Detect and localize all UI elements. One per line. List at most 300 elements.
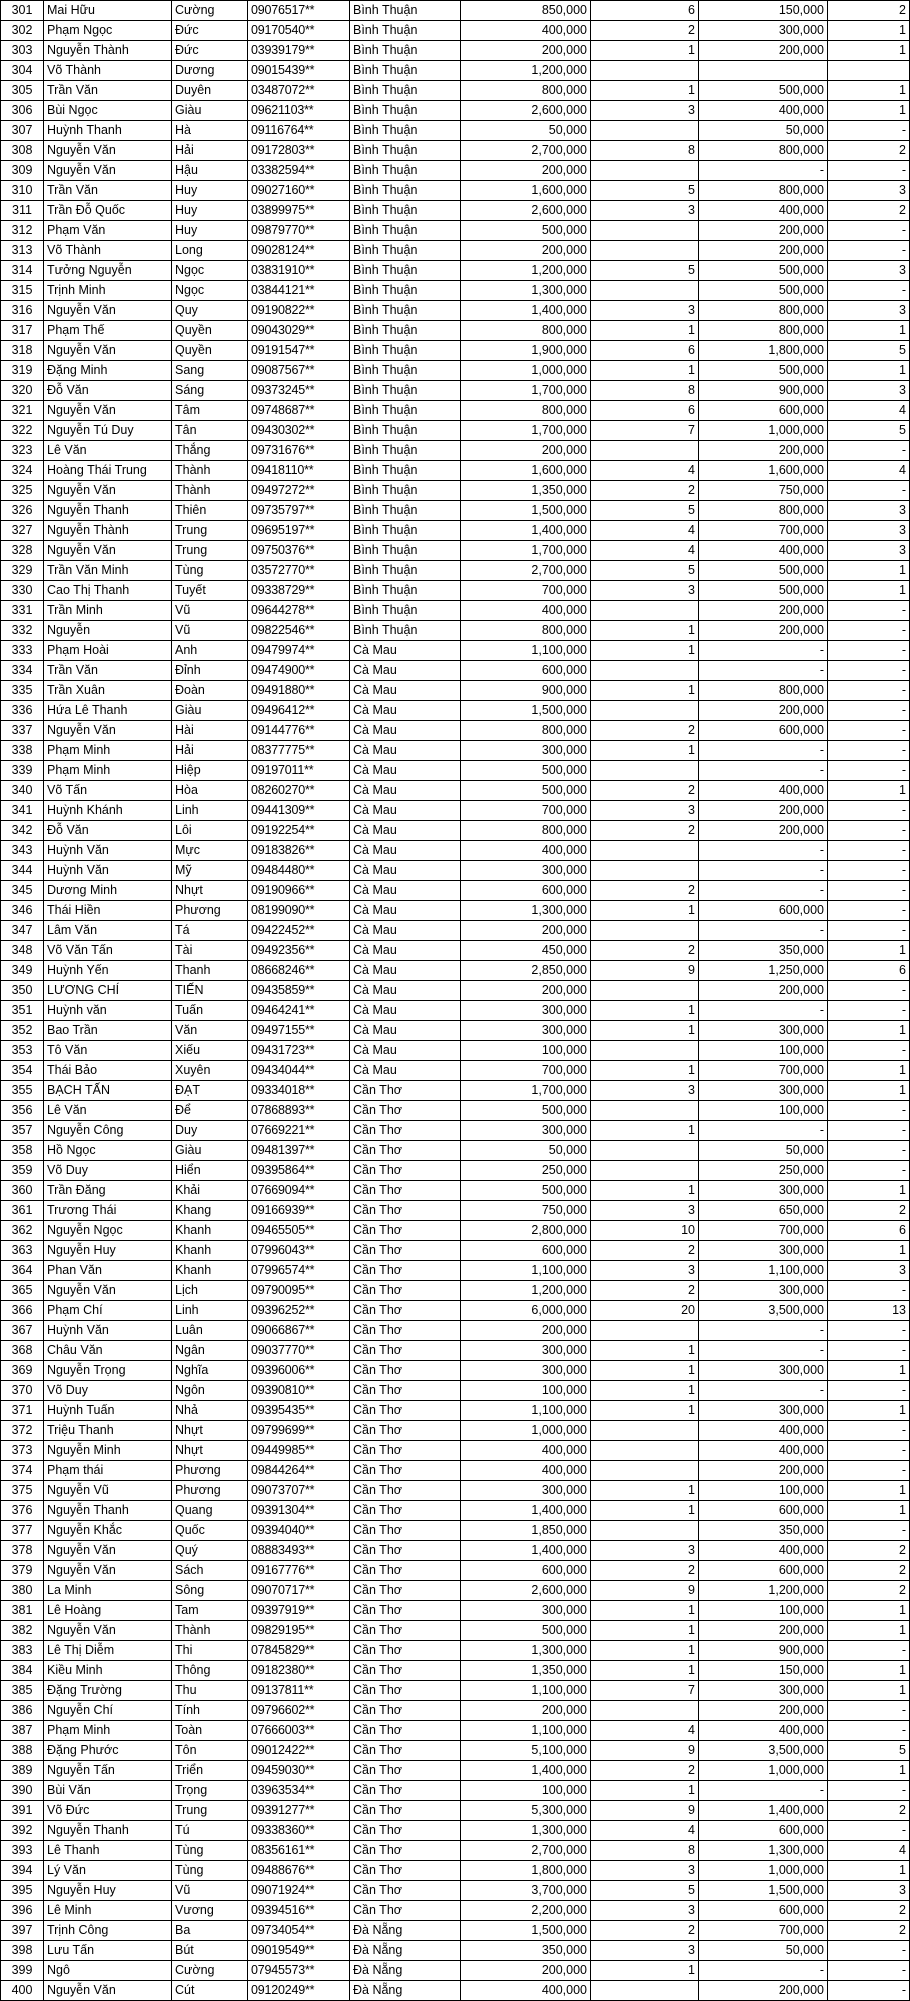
cell-phone: 09431723**: [248, 1041, 350, 1061]
cell-amount: 1,600,000: [461, 181, 591, 201]
table-row: [1, 821, 910, 841]
cell-province: Cà Mau: [350, 841, 461, 861]
cell-first-name: Nhả: [172, 1401, 248, 1421]
cell-count: 2: [591, 1761, 699, 1781]
cell-secondary-amount: 500,000: [699, 561, 828, 581]
cell-phone: 03963534**: [248, 1781, 350, 1801]
cell-secondary-amount: -: [699, 881, 828, 901]
cell-first-name: Tùng: [172, 561, 248, 581]
cell-amount: 800,000: [461, 321, 591, 341]
cell-secondary-amount: 200,000: [699, 1981, 828, 2001]
cell-amount: 200,000: [461, 1321, 591, 1341]
table-row: [1, 1381, 910, 1401]
cell-count: 3: [591, 801, 699, 821]
table-row: [1, 1161, 910, 1181]
cell-row-number: 343: [1, 841, 44, 861]
cell-count: [591, 1461, 699, 1481]
cell-amount: 1,350,000: [461, 481, 591, 501]
cell-secondary-count: 1: [828, 581, 910, 601]
cell-first-name: Vương: [172, 1901, 248, 1921]
table-row: [1, 1481, 910, 1501]
cell-last-middle-name: Huỳnh Tuấn: [44, 1401, 172, 1421]
cell-row-number: 398: [1, 1941, 44, 1961]
cell-secondary-amount: 700,000: [699, 1061, 828, 1081]
cell-amount: 400,000: [461, 841, 591, 861]
cell-row-number: 341: [1, 801, 44, 821]
cell-amount: 200,000: [461, 1961, 591, 1981]
cell-phone: 09479974**: [248, 641, 350, 661]
cell-last-middle-name: Võ Thành: [44, 241, 172, 261]
cell-row-number: 356: [1, 1101, 44, 1121]
cell-phone: 09170540**: [248, 21, 350, 41]
cell-last-middle-name: Lê Thanh: [44, 1841, 172, 1861]
table-row: [1, 1261, 910, 1281]
cell-secondary-amount: [699, 61, 828, 81]
table-row: [1, 1, 910, 21]
cell-first-name: Quy: [172, 301, 248, 321]
cell-secondary-amount: 400,000: [699, 1421, 828, 1441]
cell-secondary-amount: 200,000: [699, 1461, 828, 1481]
cell-province: Cần Thơ: [350, 1161, 461, 1181]
cell-count: 2: [591, 21, 699, 41]
cell-amount: 1,100,000: [461, 1681, 591, 1701]
cell-secondary-count: -: [828, 1161, 910, 1181]
cell-province: Cần Thơ: [350, 1681, 461, 1701]
cell-province: Bình Thuận: [350, 201, 461, 221]
cell-row-number: 393: [1, 1841, 44, 1861]
table-row: [1, 1721, 910, 1741]
cell-secondary-count: 1: [828, 1861, 910, 1881]
cell-first-name: Quyền: [172, 321, 248, 341]
cell-secondary-count: 1: [828, 1061, 910, 1081]
cell-secondary-amount: 600,000: [699, 1821, 828, 1841]
table-row: [1, 581, 910, 601]
cell-province: Bình Thuận: [350, 361, 461, 381]
cell-phone: 03844121**: [248, 281, 350, 301]
cell-last-middle-name: Võ Văn Tấn: [44, 941, 172, 961]
cell-secondary-amount: 600,000: [699, 1501, 828, 1521]
cell-last-middle-name: Nguyễn Huy: [44, 1241, 172, 1261]
table-row: [1, 461, 910, 481]
cell-row-number: 382: [1, 1621, 44, 1641]
cell-province: Cà Mau: [350, 1061, 461, 1081]
cell-row-number: 322: [1, 421, 44, 441]
cell-count: 2: [591, 781, 699, 801]
cell-phone: 09644278**: [248, 601, 350, 621]
cell-first-name: Hậu: [172, 161, 248, 181]
cell-count: [591, 981, 699, 1001]
cell-phone: 09120249**: [248, 1981, 350, 2001]
cell-first-name: Hiển: [172, 1161, 248, 1181]
cell-secondary-amount: 300,000: [699, 1081, 828, 1101]
cell-province: Cần Thơ: [350, 1541, 461, 1561]
cell-secondary-count: 3: [828, 1261, 910, 1281]
cell-province: Bình Thuận: [350, 601, 461, 621]
cell-last-middle-name: Phạm Ngọc: [44, 21, 172, 41]
cell-secondary-count: 3: [828, 381, 910, 401]
cell-phone: 09334018**: [248, 1081, 350, 1101]
cell-count: 1: [591, 1361, 699, 1381]
cell-province: Bình Thuận: [350, 541, 461, 561]
cell-amount: 300,000: [461, 1121, 591, 1141]
cell-amount: 1,200,000: [461, 61, 591, 81]
cell-secondary-amount: 300,000: [699, 1401, 828, 1421]
table-row: [1, 361, 910, 381]
cell-secondary-amount: 700,000: [699, 1921, 828, 1941]
cell-first-name: Giàu: [172, 701, 248, 721]
cell-last-middle-name: Nguyễn Văn: [44, 1621, 172, 1641]
cell-row-number: 378: [1, 1541, 44, 1561]
table-row: [1, 1741, 910, 1761]
cell-first-name: Vũ: [172, 621, 248, 641]
cell-row-number: 302: [1, 21, 44, 41]
cell-last-middle-name: La Minh: [44, 1581, 172, 1601]
cell-count: 3: [591, 1201, 699, 1221]
cell-phone: 07669221**: [248, 1121, 350, 1141]
cell-first-name: Thiên: [172, 501, 248, 521]
cell-secondary-amount: 700,000: [699, 521, 828, 541]
cell-phone: 09166939**: [248, 1201, 350, 1221]
cell-last-middle-name: Nguyễn Văn: [44, 1281, 172, 1301]
cell-phone: 09043029**: [248, 321, 350, 341]
cell-secondary-amount: 600,000: [699, 901, 828, 921]
cell-amount: 1,500,000: [461, 1921, 591, 1941]
cell-secondary-amount: 800,000: [699, 681, 828, 701]
cell-province: Bình Thuận: [350, 321, 461, 341]
cell-last-middle-name: Võ Duy: [44, 1381, 172, 1401]
cell-phone: 09488676**: [248, 1861, 350, 1881]
cell-province: Bình Thuận: [350, 461, 461, 481]
table-row: [1, 1781, 910, 1801]
cell-secondary-amount: 300,000: [699, 1181, 828, 1201]
cell-phone: 08668246**: [248, 961, 350, 981]
cell-province: Cần Thơ: [350, 1701, 461, 1721]
cell-last-middle-name: Nguyễn Khắc: [44, 1521, 172, 1541]
cell-secondary-amount: 300,000: [699, 1361, 828, 1381]
cell-last-middle-name: Đặng Phước: [44, 1741, 172, 1761]
table-row: [1, 1041, 910, 1061]
cell-count: 9: [591, 1801, 699, 1821]
cell-last-middle-name: Hứa Lê Thanh: [44, 701, 172, 721]
cell-province: Cà Mau: [350, 881, 461, 901]
cell-amount: 2,800,000: [461, 1221, 591, 1241]
cell-phone: 09829195**: [248, 1621, 350, 1641]
cell-row-number: 340: [1, 781, 44, 801]
cell-province: Cần Thơ: [350, 1221, 461, 1241]
cell-first-name: Khanh: [172, 1261, 248, 1281]
table-row: [1, 1421, 910, 1441]
cell-secondary-amount: 900,000: [699, 381, 828, 401]
cell-province: Cà Mau: [350, 781, 461, 801]
cell-last-middle-name: Ngô: [44, 1961, 172, 1981]
cell-province: Cần Thơ: [350, 1781, 461, 1801]
cell-phone: 09391277**: [248, 1801, 350, 1821]
cell-secondary-count: 3: [828, 1881, 910, 1901]
cell-phone: 09338729**: [248, 581, 350, 601]
cell-amount: 800,000: [461, 81, 591, 101]
cell-row-number: 388: [1, 1741, 44, 1761]
cell-province: Bình Thuận: [350, 381, 461, 401]
cell-last-middle-name: Trần Xuân: [44, 681, 172, 701]
cell-row-number: 376: [1, 1501, 44, 1521]
cell-last-middle-name: Dương Minh: [44, 881, 172, 901]
cell-province: Bình Thuận: [350, 61, 461, 81]
cell-secondary-count: 2: [828, 1561, 910, 1581]
cell-count: 20: [591, 1301, 699, 1321]
cell-count: 4: [591, 1821, 699, 1841]
cell-secondary-amount: 50,000: [699, 1941, 828, 1961]
cell-amount: 1,400,000: [461, 1501, 591, 1521]
cell-secondary-amount: -: [699, 1781, 828, 1801]
cell-secondary-count: 6: [828, 1221, 910, 1241]
table-row: [1, 441, 910, 461]
cell-phone: 09190822**: [248, 301, 350, 321]
cell-count: 2: [591, 881, 699, 901]
cell-phone: 09012422**: [248, 1741, 350, 1761]
cell-secondary-count: -: [828, 801, 910, 821]
cell-amount: 50,000: [461, 121, 591, 141]
cell-count: 8: [591, 381, 699, 401]
cell-count: 1: [591, 1601, 699, 1621]
cell-first-name: Xiếu: [172, 1041, 248, 1061]
cell-secondary-count: 1: [828, 321, 910, 341]
table-row: [1, 241, 910, 261]
cell-first-name: Bút: [172, 1941, 248, 1961]
cell-phone: 07868893**: [248, 1101, 350, 1121]
cell-amount: 1,100,000: [461, 641, 591, 661]
cell-province: Bình Thuận: [350, 21, 461, 41]
cell-first-name: Toàn: [172, 1721, 248, 1741]
cell-province: Cần Thơ: [350, 1641, 461, 1661]
cell-phone: 09496412**: [248, 701, 350, 721]
cell-province: Cần Thơ: [350, 1241, 461, 1261]
cell-count: 9: [591, 1581, 699, 1601]
cell-last-middle-name: Nguyễn Thanh: [44, 501, 172, 521]
cell-secondary-amount: 800,000: [699, 321, 828, 341]
cell-secondary-count: 1: [828, 1501, 910, 1521]
cell-first-name: Thắng: [172, 441, 248, 461]
table-row: [1, 1021, 910, 1041]
cell-secondary-count: -: [828, 121, 910, 141]
cell-amount: 300,000: [461, 1001, 591, 1021]
cell-first-name: Đoàn: [172, 681, 248, 701]
cell-row-number: 380: [1, 1581, 44, 1601]
table-row: [1, 1281, 910, 1301]
table-row: [1, 1641, 910, 1661]
cell-amount: 400,000: [461, 601, 591, 621]
cell-first-name: Thanh: [172, 961, 248, 981]
cell-last-middle-name: Đặng Minh: [44, 361, 172, 381]
cell-amount: 300,000: [461, 1361, 591, 1381]
cell-secondary-amount: -: [699, 1381, 828, 1401]
cell-row-number: 324: [1, 461, 44, 481]
cell-first-name: Mực: [172, 841, 248, 861]
cell-phone: 09748687**: [248, 401, 350, 421]
cell-first-name: Ngọc: [172, 261, 248, 281]
cell-province: Cần Thơ: [350, 1201, 461, 1221]
cell-secondary-count: -: [828, 841, 910, 861]
cell-province: Cần Thơ: [350, 1861, 461, 1881]
cell-phone: 09492356**: [248, 941, 350, 961]
cell-last-middle-name: Đỗ Văn: [44, 821, 172, 841]
cell-count: 1: [591, 1661, 699, 1681]
cell-row-number: 363: [1, 1241, 44, 1261]
cell-last-middle-name: Hồ Ngọc: [44, 1141, 172, 1161]
cell-secondary-count: -: [828, 901, 910, 921]
cell-count: 3: [591, 1861, 699, 1881]
cell-count: 5: [591, 261, 699, 281]
cell-secondary-amount: 350,000: [699, 941, 828, 961]
cell-secondary-amount: 500,000: [699, 361, 828, 381]
cell-phone: 09182380**: [248, 1661, 350, 1681]
cell-row-number: 315: [1, 281, 44, 301]
cell-count: 1: [591, 1341, 699, 1361]
cell-province: Cần Thơ: [350, 1321, 461, 1341]
cell-row-number: 336: [1, 701, 44, 721]
cell-province: Bình Thuận: [350, 1, 461, 21]
cell-secondary-amount: 400,000: [699, 1441, 828, 1461]
cell-secondary-count: 1: [828, 361, 910, 381]
cell-amount: 350,000: [461, 1941, 591, 1961]
cell-amount: 600,000: [461, 661, 591, 681]
cell-first-name: Thi: [172, 1641, 248, 1661]
cell-first-name: Đức: [172, 21, 248, 41]
cell-province: Bình Thuận: [350, 141, 461, 161]
cell-secondary-count: 1: [828, 1601, 910, 1621]
cell-amount: 1,850,000: [461, 1521, 591, 1541]
cell-province: Bình Thuận: [350, 401, 461, 421]
cell-province: Cần Thơ: [350, 1761, 461, 1781]
cell-row-number: 381: [1, 1601, 44, 1621]
cell-phone: 09073707**: [248, 1481, 350, 1501]
cell-secondary-count: -: [828, 1341, 910, 1361]
cell-last-middle-name: Nguyễn Vũ: [44, 1481, 172, 1501]
cell-secondary-count: -: [828, 641, 910, 661]
cell-amount: 300,000: [461, 1021, 591, 1041]
cell-province: Bình Thuận: [350, 101, 461, 121]
cell-row-number: 334: [1, 661, 44, 681]
cell-secondary-count: 3: [828, 301, 910, 321]
cell-province: Cà Mau: [350, 1021, 461, 1041]
cell-province: Cần Thơ: [350, 1901, 461, 1921]
cell-amount: 6,000,000: [461, 1301, 591, 1321]
cell-last-middle-name: Huỳnh văn: [44, 1001, 172, 1021]
cell-amount: 1,700,000: [461, 1081, 591, 1101]
cell-first-name: Ngôn: [172, 1381, 248, 1401]
cell-secondary-count: 1: [828, 1681, 910, 1701]
cell-first-name: Ngân: [172, 1341, 248, 1361]
cell-phone: 09418110**: [248, 461, 350, 481]
cell-secondary-amount: 650,000: [699, 1201, 828, 1221]
cell-count: [591, 1101, 699, 1121]
cell-count: [591, 1421, 699, 1441]
cell-secondary-count: 4: [828, 1841, 910, 1861]
cell-phone: 08377775**: [248, 741, 350, 761]
cell-amount: 800,000: [461, 621, 591, 641]
cell-first-name: Thu: [172, 1681, 248, 1701]
cell-last-middle-name: Trần Đỗ Quốc: [44, 201, 172, 221]
cell-amount: 100,000: [461, 1781, 591, 1801]
cell-amount: 850,000: [461, 1, 591, 21]
cell-secondary-amount: 600,000: [699, 1901, 828, 1921]
cell-last-middle-name: Phan Văn: [44, 1261, 172, 1281]
cell-last-middle-name: Bùi Văn: [44, 1781, 172, 1801]
cell-amount: 2,700,000: [461, 141, 591, 161]
cell-secondary-count: 6: [828, 961, 910, 981]
cell-secondary-count: 4: [828, 401, 910, 421]
cell-last-middle-name: Châu Văn: [44, 1341, 172, 1361]
cell-phone: 09394516**: [248, 1901, 350, 1921]
cell-amount: 5,100,000: [461, 1741, 591, 1761]
cell-phone: 09434044**: [248, 1061, 350, 1081]
cell-secondary-count: 2: [828, 1801, 910, 1821]
cell-secondary-amount: 200,000: [699, 1621, 828, 1641]
table-row: [1, 1981, 910, 2001]
cell-phone: 09497155**: [248, 1021, 350, 1041]
table-row: [1, 1301, 910, 1321]
cell-count: [591, 61, 699, 81]
cell-secondary-amount: 600,000: [699, 1561, 828, 1581]
cell-secondary-amount: 1,100,000: [699, 1261, 828, 1281]
cell-secondary-count: 2: [828, 141, 910, 161]
cell-first-name: Thành: [172, 1621, 248, 1641]
cell-count: 1: [591, 1121, 699, 1141]
cell-amount: 1,400,000: [461, 521, 591, 541]
table-row: [1, 1841, 910, 1861]
cell-last-middle-name: Nguyễn Văn: [44, 1561, 172, 1581]
cell-row-number: 386: [1, 1701, 44, 1721]
cell-secondary-count: -: [828, 1441, 910, 1461]
cell-last-middle-name: Phạm thái: [44, 1461, 172, 1481]
cell-phone: 09731676**: [248, 441, 350, 461]
cell-last-middle-name: Võ Thành: [44, 61, 172, 81]
cell-amount: 300,000: [461, 741, 591, 761]
cell-last-middle-name: Huỳnh Thanh: [44, 121, 172, 141]
cell-last-middle-name: Nguyễn Văn: [44, 1541, 172, 1561]
cell-last-middle-name: Nguyễn Huy: [44, 1881, 172, 1901]
cell-row-number: 392: [1, 1821, 44, 1841]
cell-row-number: 369: [1, 1361, 44, 1381]
cell-secondary-amount: -: [699, 661, 828, 681]
cell-amount: 2,600,000: [461, 101, 591, 121]
table-row: [1, 481, 910, 501]
cell-count: [591, 1041, 699, 1061]
cell-secondary-count: 1: [828, 941, 910, 961]
cell-province: Bình Thuận: [350, 441, 461, 461]
cell-province: Đà Nẵng: [350, 1921, 461, 1941]
cell-row-number: 387: [1, 1721, 44, 1741]
table-row: [1, 621, 910, 641]
cell-secondary-count: -: [828, 1521, 910, 1541]
cell-first-name: Để: [172, 1101, 248, 1121]
cell-last-middle-name: Nguyễn Thanh: [44, 1501, 172, 1521]
cell-row-number: 331: [1, 601, 44, 621]
cell-secondary-count: 1: [828, 41, 910, 61]
table-row: [1, 1901, 910, 1921]
cell-phone: 07666003**: [248, 1721, 350, 1741]
table-row: [1, 21, 910, 41]
cell-secondary-amount: 3,500,000: [699, 1301, 828, 1321]
cell-secondary-count: 1: [828, 21, 910, 41]
cell-secondary-amount: 200,000: [699, 441, 828, 461]
cell-row-number: 353: [1, 1041, 44, 1061]
cell-last-middle-name: Võ Duy: [44, 1161, 172, 1181]
cell-province: Cần Thơ: [350, 1581, 461, 1601]
cell-last-middle-name: Phạm Hoài: [44, 641, 172, 661]
cell-phone: 09465505**: [248, 1221, 350, 1241]
cell-province: Cần Thơ: [350, 1141, 461, 1161]
cell-count: 1: [591, 1381, 699, 1401]
